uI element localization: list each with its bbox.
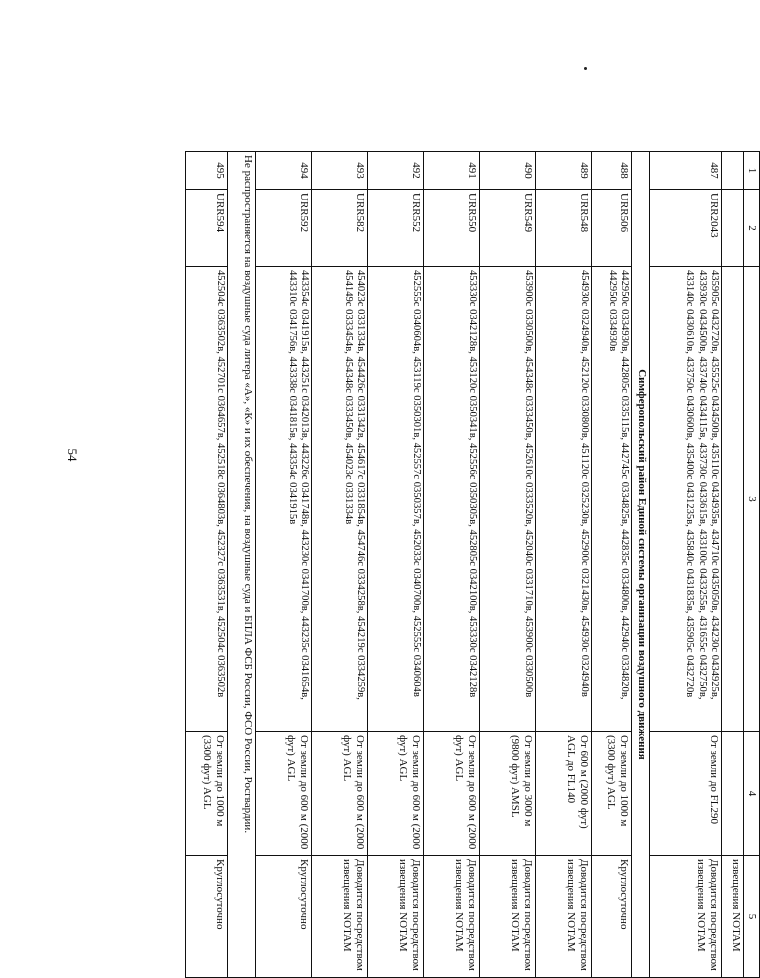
vertical-limits: От земли до 600 м (2000 фут) AGL — [368, 732, 424, 856]
row-number: 489 — [536, 152, 592, 190]
coordinates: 452504c 0363502в, 452701c 0364657в, 452518c 0364803в, 452327c 0363531в, 452504c 0363502в — [186, 267, 228, 732]
row-number: 488 — [592, 152, 632, 190]
coordinates: 435905c 0432720в, 435525c 0434500в, 435110c 0434935в, 434710c 0435050в, 434230c 0434925в, 433930c 0434500в, 433740c 0434115в, 433730c 0433615в, 433100c 0433255в, 431655c 0432750в, 433140c 0430610в, 433750c 0430600в, 435400c 0431235в, 435840c 0431835в, 435905c 0432720в — [650, 267, 722, 732]
table-row — [722, 152, 744, 978]
vertical-limits: От земли до FL290 — [650, 732, 722, 856]
zone-code: URR2043 — [650, 190, 722, 267]
vertical-limits — [722, 732, 744, 856]
coordinates: 443354c 0341915в, 443251c 0342013в, 443226c 0341748в, 443230c 0341700в, 443235c 0341654в, 443310c 0341756в, 443338c 0341815в, 443354c 0341915в — [256, 267, 312, 732]
activity-time: Доводится посредством извещения NOTAM — [368, 856, 424, 978]
activity-time: Доводится посредством извещения NOTAM — [650, 856, 722, 978]
header-row — [744, 152, 760, 978]
section-title-row — [632, 152, 650, 978]
activity-time: Доводится посредством извещения NOTAM — [536, 856, 592, 978]
table-row — [186, 152, 228, 978]
note-row — [228, 152, 256, 978]
vertical-limits: От земли до 3000 м (9800 фут) AMSL — [480, 732, 536, 856]
coordinates: 452555c 0340604в, 453119c 0350301в, 452557c 0350357в, 452033c 0340700в, 452555c 0340604в — [368, 267, 424, 732]
margin-mark — [584, 67, 587, 70]
vertical-limits: От земли до 600 м (2000 фут) AGL — [312, 732, 368, 856]
table-row — [256, 152, 312, 978]
vertical-limits: От земли до 1000 м (3300 фут) AGL — [186, 732, 228, 856]
coordinates: 454023c 0331334в, 454426c 0331342в, 454617c 0331854в, 454746c 0334258в, 454219c 0334259в, 454149c 0333454в, 454348c 0333450в, 454023c 0331334в — [312, 267, 368, 732]
zone-code: URR549 — [480, 190, 536, 267]
table-row — [480, 152, 536, 978]
activity-time: Доводится посредством извещения NOTAM — [312, 856, 368, 978]
coordinates: 453900c 0330500в, 454348c 0333450в, 452610c 0333520в, 452040c 0331710в, 453900c 0330500в — [480, 267, 536, 732]
row-number: 495 — [186, 152, 228, 190]
airspace-table — [185, 151, 760, 978]
coordinates: 453330c 0342128в, 453120c 0350341в, 452556c 0350305в, 452805c 0342100в, 453330c 0342128в — [424, 267, 480, 732]
row-number: 493 — [312, 152, 368, 190]
zone-code: URR594 — [186, 190, 228, 267]
coordinates: 454930c 0324940в, 452120c 0330800в, 451120c 0325230в, 452900c 0321430в, 454930c 0324940в — [536, 267, 592, 732]
activity-time: Доводится посредством извещения NOTAM — [424, 856, 480, 978]
table-body — [186, 152, 760, 978]
rotated-table-wrapper — [201, 151, 760, 977]
coordinates — [722, 267, 744, 732]
activity-time: Круглосуточно — [186, 856, 228, 978]
zone-code: URR548 — [536, 190, 592, 267]
row-number — [722, 152, 744, 190]
row-number: 490 — [480, 152, 536, 190]
table-row — [650, 152, 722, 978]
activity-time: извещения NOTAM — [722, 856, 744, 978]
coordinates: 442950c 0334930в, 442805c 0335115в, 442745c 0334825в, 442835c 0334800в, 442940c 0334820в, 442950c 0334930в — [592, 267, 632, 732]
header-col-5: 5 — [744, 856, 760, 978]
vertical-limits: От земли до 600 м (2000 фут) AGL — [424, 732, 480, 856]
zone-code: URR592 — [256, 190, 312, 267]
header-col-1: 1 — [744, 152, 760, 190]
vertical-limits: От земли до 600 м (2000 фут) AGL — [256, 732, 312, 856]
table-row — [536, 152, 592, 978]
header-col-3: 3 — [744, 267, 760, 732]
table-row — [424, 152, 480, 978]
row-number: 491 — [424, 152, 480, 190]
zone-code: URR582 — [312, 190, 368, 267]
zone-code: URR550 — [424, 190, 480, 267]
row-number: 492 — [368, 152, 424, 190]
row-number: 487 — [650, 152, 722, 190]
zone-code: URR552 — [368, 190, 424, 267]
vertical-limits: От 600 м (2000 фут) AGL до FL140 — [536, 732, 592, 856]
header-col-4: 4 — [744, 732, 760, 856]
note-text: Не распространяется на воздушные суда литера «А», «К» и их обеспечения, на воздушные суда и БПЛА ФСБ России, ФСО России, Росгвардии. — [228, 152, 256, 978]
page-number: 54 — [65, 448, 80, 462]
activity-time: Доводится посредством извещения NOTAM — [480, 856, 536, 978]
row-number: 494 — [256, 152, 312, 190]
table-row — [368, 152, 424, 978]
activity-time: Круглосуточно — [592, 856, 632, 978]
table-row — [592, 152, 632, 978]
section-title: Симферопольский район Единой системы организации воздушного движения — [632, 152, 650, 978]
header-col-2: 2 — [744, 190, 760, 267]
table-row — [312, 152, 368, 978]
zone-code: URR506 — [592, 190, 632, 267]
activity-time: Круглосуточно — [256, 856, 312, 978]
zone-code — [722, 190, 744, 267]
vertical-limits: От земли до 1000 м (3300 фут) AGL — [592, 732, 632, 856]
